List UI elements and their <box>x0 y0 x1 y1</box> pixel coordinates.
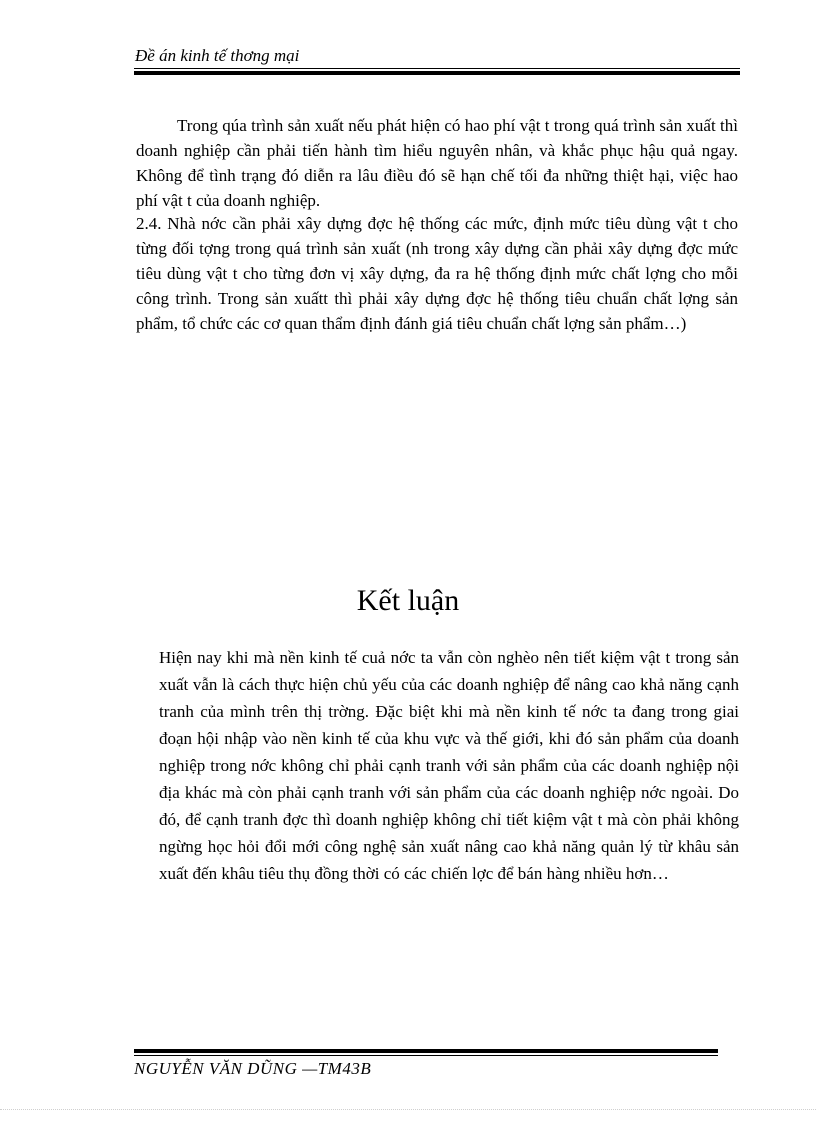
conclusion-paragraph: Hiện nay khi mà nền kinh tế cuả nớc ta vẫn còn nghèo nên tiết kiệm vật t trong sản xuất vẫn là cách thực hiện chủ yếu của các doanh nghiệp để nâng cao khả năng cạnh tranh của mình trên thị trờng. Đặc biệt khi mà nền kinh tế nớc ta đang trong giai đoạn hội nhập vào nền kinh tế của khu vực và thế giới, khi đó sản phẩm của doanh nghiệp trong nớc không chỉ phải cạnh tranh với sản phẩm của các doanh nghiệp nội địa khác mà còn phải cạnh tranh với sản phẩm của các doanh nghiệp nớc ngoài. Do đó, để cạnh tranh đợc thì doanh nghiệp không chỉ tiết kiệm vật t mà còn phải không ngừng học hỏi đổi mới công nghệ sản xuất nâng cao khả năng quản lý từ khâu sản xuất đến khâu tiêu thụ đồng thời có các chiến lợc để bán hàng nhiều hơn… <box>159 648 739 883</box>
conclusion-heading: Kết luận <box>356 584 460 617</box>
footer-author: NGUYỄN VĂN DŨNG —TM43B <box>134 1059 372 1078</box>
page-footer <box>134 1049 718 1079</box>
paragraph-2 <box>136 211 738 336</box>
header-title: Đề án kinh tế thơng mại <box>135 46 300 65</box>
paragraph-text: 2.4. Nhà nớc cần phải xây dựng đợc hệ thống các mức, định mức tiêu dùng vật t cho từng đối tợng trong quá trình sản xuất (nh trong xây dựng cần phải xây dựng đợc mức tiêu dùng vật t cho từng đơn vị xây dựng, đa ra hệ thống định mức chất lợng cho mỗi công trình. Trong sản xuấtt thì phải xây dựng đợc hệ thống tiêu chuẩn chất lợng sản phẩm, tổ chức các cơ quan thẩm định đánh giá tiêu chuẩn chất lợng sản phẩm…) <box>136 214 738 333</box>
page-header <box>134 46 740 75</box>
paragraph-1 <box>136 113 738 213</box>
page-bottom-edge <box>0 1109 816 1110</box>
paragraph-text: Trong qúa trình sản xuất nếu phát hiện có hao phí vật t trong quá trình sản xuất thì doanh nghiệp cần phải tiến hành tìm hiểu nguyên nhân, và khắc phục hậu quả ngay. Không để tình trạng đó diễn ra lâu điều đó sẽ hạn chế tối đa những thiệt hại, việc hao phí vật t của doanh nghiệp. <box>136 116 738 210</box>
header-rule-thick <box>134 71 740 75</box>
